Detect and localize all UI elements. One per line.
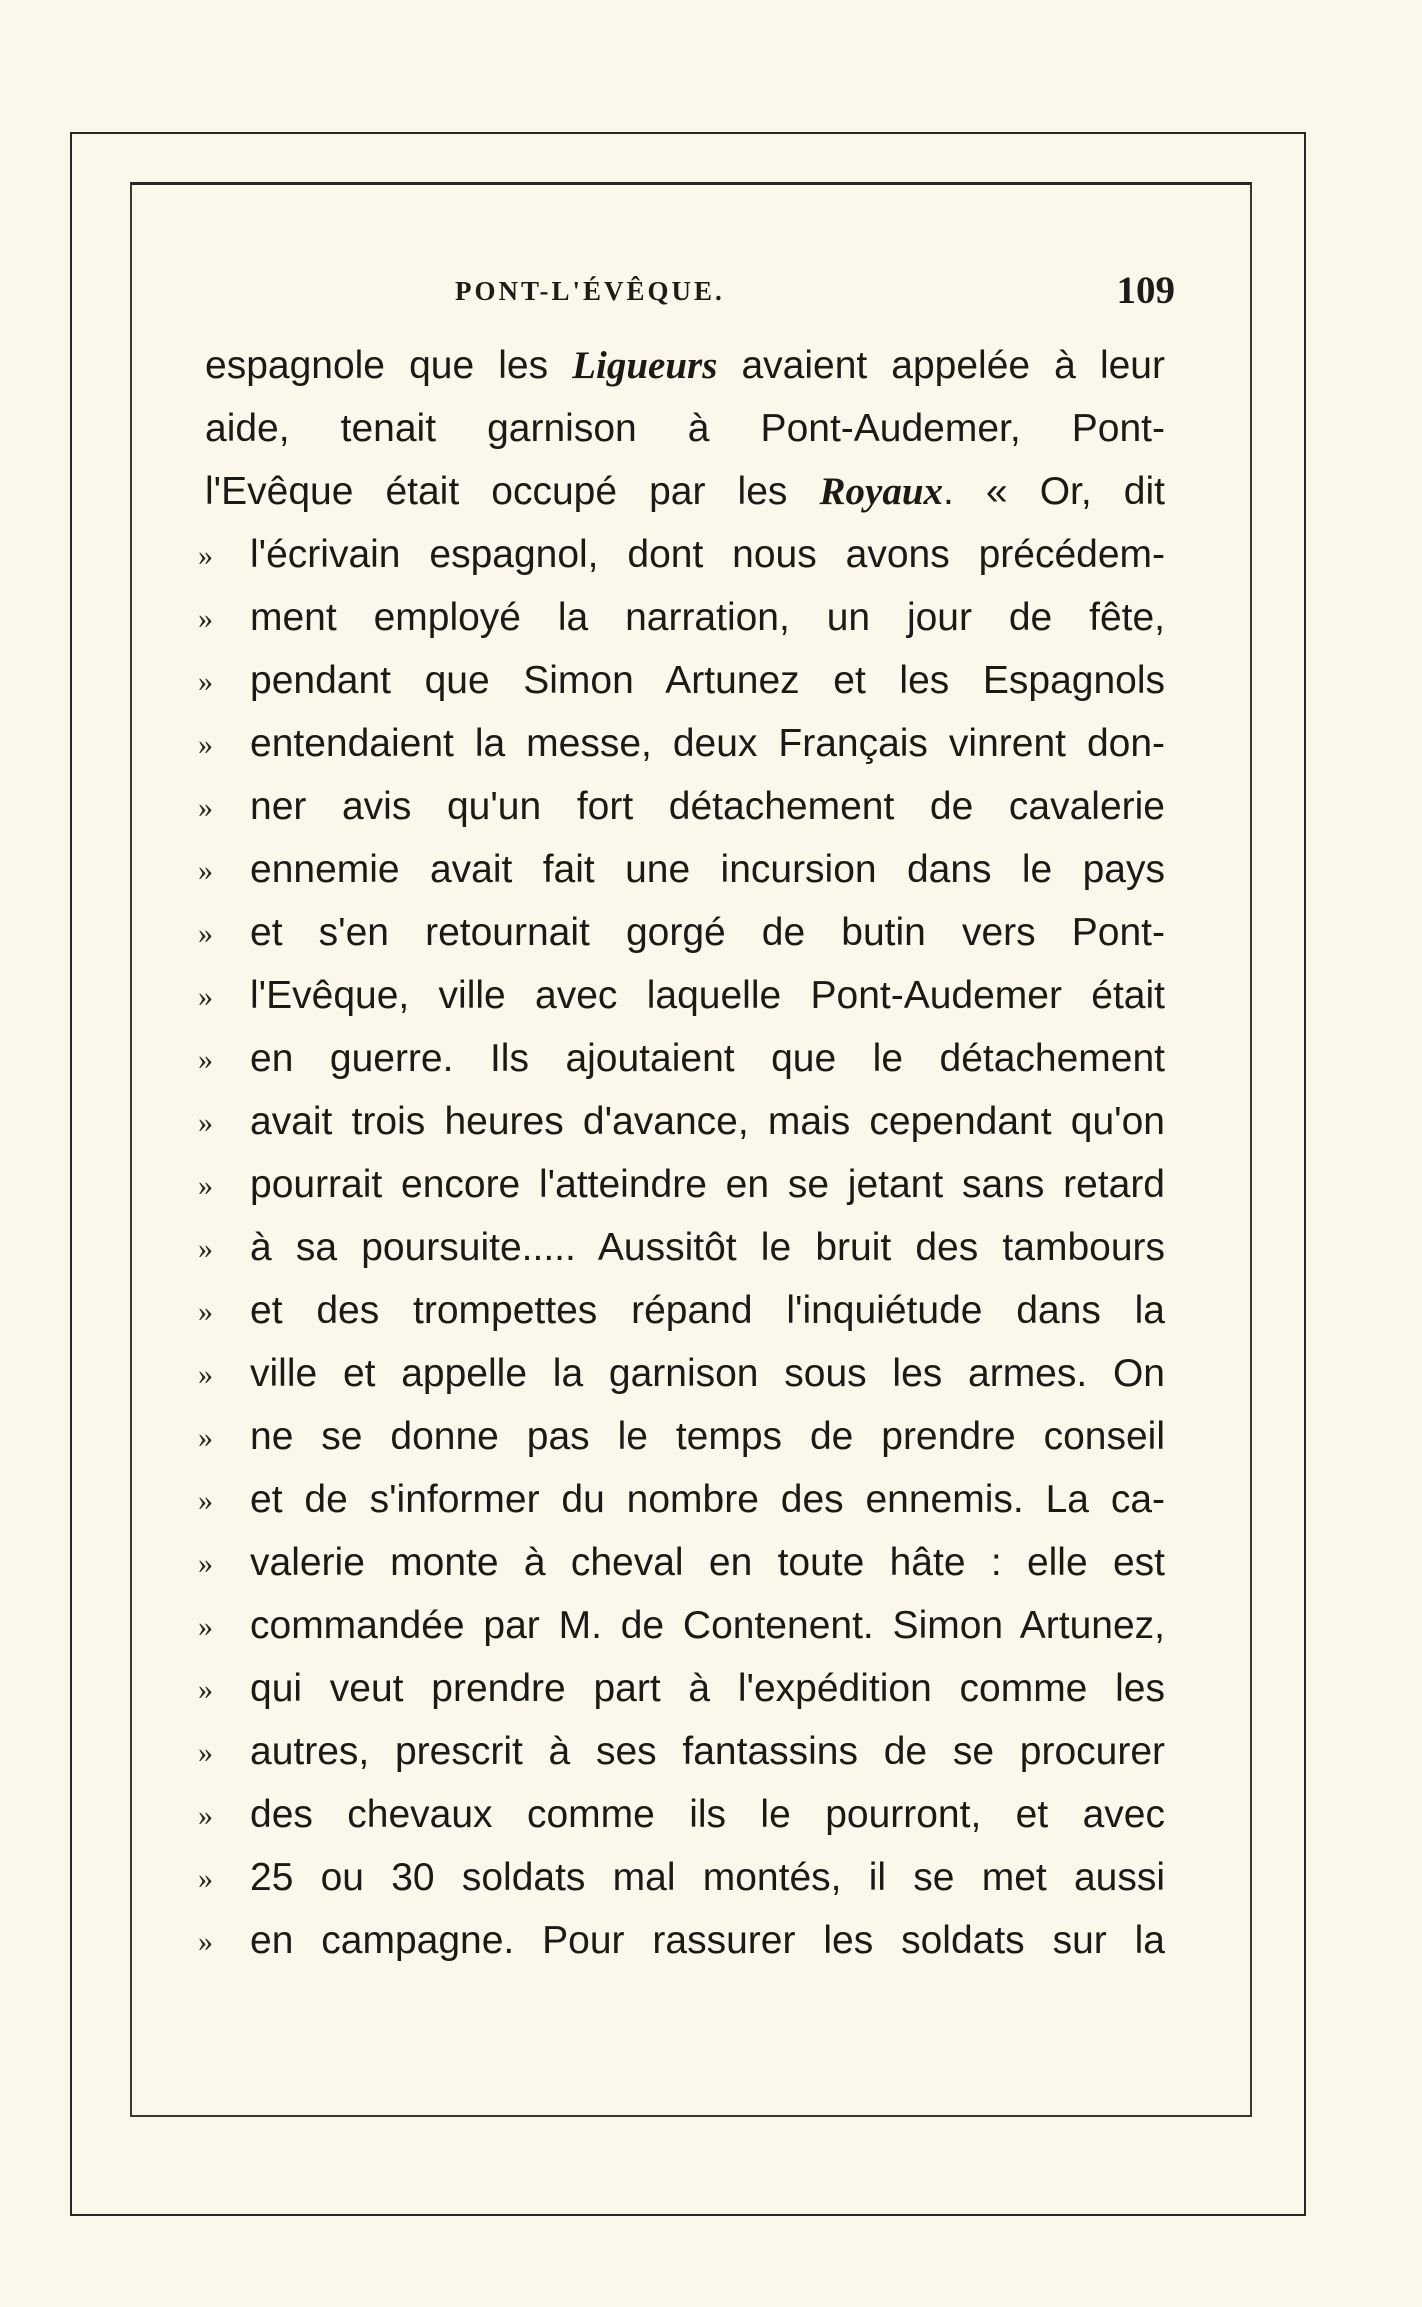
text-line: ville et appelle la garnison sous les armes. On <box>250 1352 1165 1395</box>
quote-continuation-mark: » <box>198 1421 213 1454</box>
text-line: l'écrivain espagnol, dont nous avons précédem- <box>250 533 1165 576</box>
quote-continuation-mark: » <box>198 791 213 824</box>
text-line: l'Evêque était occupé par les Royaux. « Or, dit <box>205 470 1165 513</box>
page-number: 109 <box>1116 269 1175 312</box>
quote-continuation-mark: » <box>198 1295 213 1328</box>
text-line: qui veut prendre part à l'expédition comme les <box>250 1667 1165 1710</box>
italic-term: Royaux <box>819 470 944 513</box>
text-line: autres, prescrit à ses fantassins de se procurer <box>250 1730 1165 1773</box>
quote-continuation-mark: » <box>198 854 213 887</box>
text-line: ment employé la narration, un jour de fête, <box>250 596 1165 639</box>
quote-continuation-mark: » <box>198 1673 213 1706</box>
quote-continuation-mark: » <box>198 665 213 698</box>
text-line: avait trois heures d'avance, mais cependant qu'on <box>250 1100 1165 1143</box>
text-line: des chevaux comme ils le pourront, et avec <box>250 1793 1165 1836</box>
quote-continuation-mark: » <box>198 1106 213 1139</box>
quote-continuation-mark: » <box>198 1484 213 1517</box>
text-line: et de s'informer du nombre des ennemis. La ca- <box>250 1478 1165 1521</box>
text-line: ennemie avait fait une incursion dans le pays <box>250 848 1165 891</box>
text-line: en guerre. Ils ajoutaient que le détachement <box>250 1037 1165 1080</box>
text-line: pendant que Simon Artunez et les Espagnols <box>250 659 1165 702</box>
quote-continuation-mark: » <box>198 1547 213 1580</box>
quote-continuation-mark: » <box>198 1610 213 1643</box>
text-line: entendaient la messe, deux Français vinrent don- <box>250 722 1165 765</box>
page-header <box>455 268 1175 318</box>
quote-continuation-mark: » <box>198 1925 213 1958</box>
quote-continuation-mark: » <box>198 1043 213 1076</box>
text-line: l'Evêque, ville avec laquelle Pont-Audemer était <box>250 974 1165 1017</box>
text-line: ner avis qu'un fort détachement de cavalerie <box>250 785 1165 828</box>
quote-continuation-mark: » <box>198 1862 213 1895</box>
quote-continuation-mark: » <box>198 1169 213 1202</box>
text-line: espagnole que les Ligueurs avaient appelée à leur <box>205 344 1165 387</box>
text-line: aide, tenait garnison à Pont-Audemer, Pont- <box>205 407 1165 450</box>
text-line: à sa poursuite..... Aussitôt le bruit des tambours <box>250 1226 1165 1269</box>
quote-continuation-mark: » <box>198 728 213 761</box>
quote-continuation-mark: » <box>198 917 213 950</box>
quote-continuation-mark: » <box>198 602 213 635</box>
quote-continuation-mark: » <box>198 980 213 1013</box>
quote-continuation-mark: » <box>198 1358 213 1391</box>
text-line: commandée par M. de Contenent. Simon Artunez, <box>250 1604 1165 1647</box>
text-line: en campagne. Pour rassurer les soldats sur la <box>250 1919 1165 1962</box>
text-line: ne se donne pas le temps de prendre conseil <box>250 1415 1165 1458</box>
italic-term: Ligueurs <box>572 344 718 387</box>
text-line: et des trompettes répand l'inquiétude dans la <box>250 1289 1165 1332</box>
text-line: valerie monte à cheval en toute hâte : elle est <box>250 1541 1165 1584</box>
text-line: 25 ou 30 soldats mal montés, il se met aussi <box>250 1856 1165 1899</box>
quote-continuation-mark: » <box>198 1232 213 1265</box>
text-line: pourrait encore l'atteindre en se jetant sans retard <box>250 1163 1165 1206</box>
quote-continuation-mark: » <box>198 1799 213 1832</box>
running-title: PONT-L'ÉVÊQUE. <box>455 276 725 306</box>
text-line: et s'en retournait gorgé de butin vers Pont- <box>250 911 1165 954</box>
quote-continuation-mark: » <box>198 1736 213 1769</box>
quote-continuation-mark: » <box>198 539 213 572</box>
